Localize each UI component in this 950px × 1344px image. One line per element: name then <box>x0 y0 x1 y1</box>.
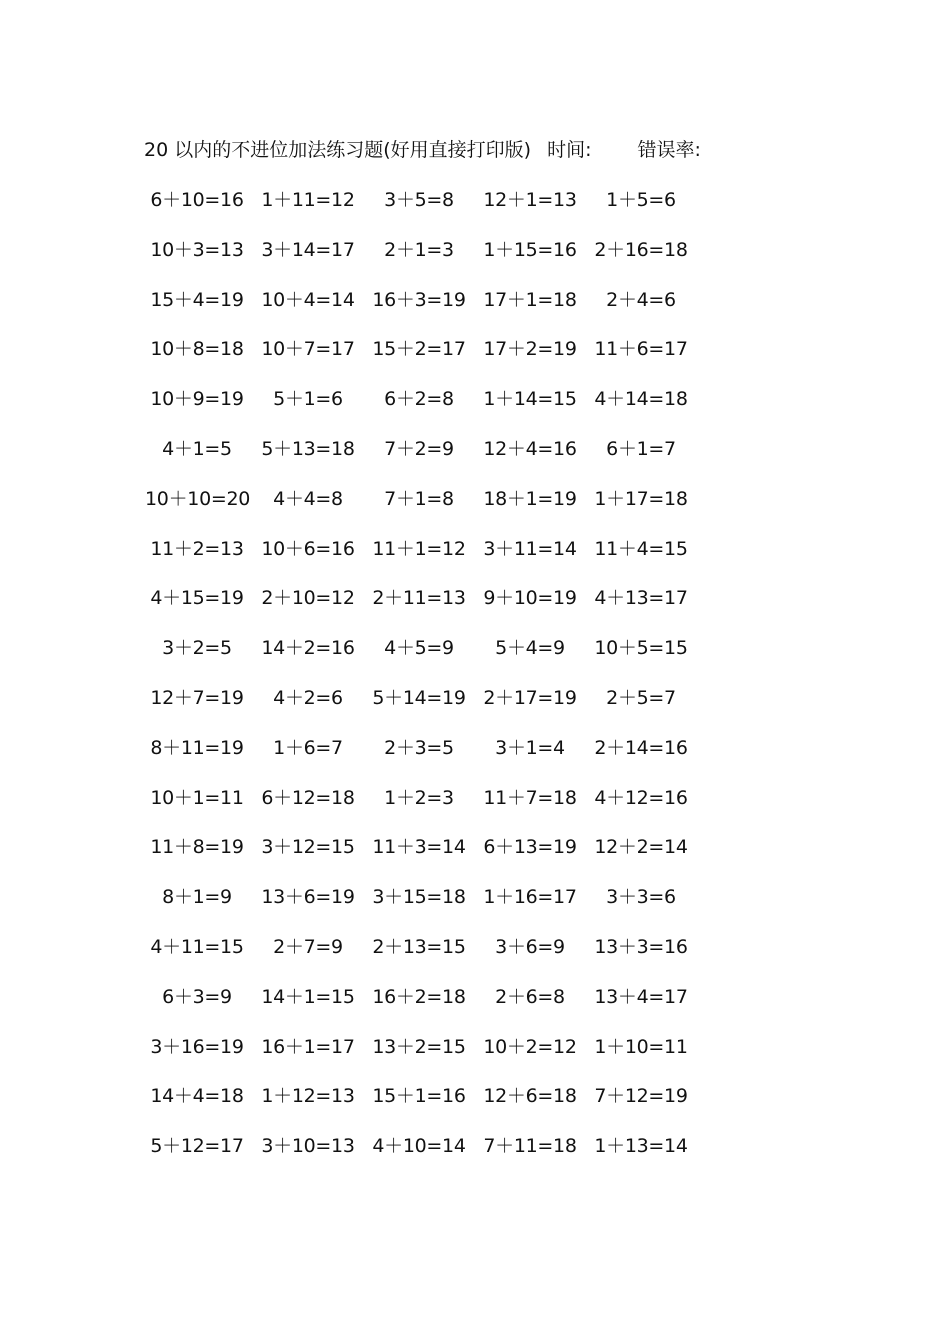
problem-row <box>145 434 705 484</box>
problem-cell: 3＋3=6 <box>606 886 676 909</box>
problem-cell: 7＋1=8 <box>384 487 454 510</box>
problem-cell: 15＋2=17 <box>372 338 466 361</box>
problem-cell: 3＋10=13 <box>261 1135 355 1158</box>
problem-cell: 1＋14=15 <box>483 388 577 411</box>
problem-row <box>145 484 705 534</box>
problem-row <box>145 633 705 683</box>
problem-cell: 12＋4=16 <box>483 437 577 460</box>
problem-cell: 10＋2=12 <box>483 1035 577 1058</box>
problem-cell: 3＋5=8 <box>384 189 454 211</box>
problem-cell: 8＋1=9 <box>162 886 232 909</box>
problem-cell: 16＋1=17 <box>261 1035 355 1058</box>
problem-cell: 14＋1=15 <box>261 985 355 1008</box>
problem-cell: 1＋10=11 <box>594 1035 688 1058</box>
problem-cell: 12＋1=13 <box>483 189 577 211</box>
problem-cell: 2＋16=18 <box>594 238 688 261</box>
problem-cell: 2＋3=5 <box>384 736 454 759</box>
problem-cell: 2＋14=16 <box>594 736 688 759</box>
problem-cell: 8＋11=19 <box>150 736 244 759</box>
problem-grid <box>145 185 705 1181</box>
problem-cell: 2＋13=15 <box>372 935 466 958</box>
problem-row <box>145 832 705 882</box>
problem-cell: 1＋16=17 <box>483 886 577 909</box>
problem-cell: 16＋2=18 <box>372 985 466 1008</box>
problem-cell: 3＋6=9 <box>495 935 565 958</box>
problem-cell: 3＋14=17 <box>261 238 355 261</box>
problem-cell: 6＋3=9 <box>162 985 232 1008</box>
problem-row <box>145 534 705 584</box>
problem-cell: 2＋6=8 <box>495 985 565 1008</box>
problem-cell: 1＋6=7 <box>273 736 343 759</box>
problem-row <box>145 583 705 633</box>
problem-row <box>145 384 705 434</box>
problem-cell: 10＋5=15 <box>594 637 688 660</box>
problem-cell: 13＋6=19 <box>261 886 355 909</box>
problem-cell: 1＋5=6 <box>606 189 676 211</box>
problem-cell: 4＋1=5 <box>162 437 232 460</box>
problem-row <box>145 285 705 335</box>
problem-cell: 4＋13=17 <box>594 587 688 610</box>
problem-cell: 16＋3=19 <box>372 288 466 311</box>
problem-cell: 10＋9=19 <box>150 388 244 411</box>
problem-cell: 4＋11=15 <box>150 935 244 958</box>
problem-row <box>145 235 705 285</box>
problem-cell: 3＋12=15 <box>261 836 355 859</box>
problem-cell: 4＋14=18 <box>594 388 688 411</box>
problem-cell: 11＋6=17 <box>594 338 688 361</box>
problem-cell: 15＋1=16 <box>372 1085 466 1108</box>
problem-cell: 1＋17=18 <box>594 487 688 510</box>
problem-row <box>145 932 705 982</box>
problem-cell: 4＋10=14 <box>372 1135 466 1158</box>
problem-cell: 11＋3=14 <box>372 836 466 859</box>
problem-cell: 2＋5=7 <box>606 686 676 709</box>
problem-cell: 7＋2=9 <box>384 437 454 460</box>
problem-cell: 5＋1=6 <box>273 388 343 411</box>
problem-cell: 10＋8=18 <box>150 338 244 361</box>
problem-row <box>145 733 705 783</box>
problem-cell: 6＋10=16 <box>150 189 244 211</box>
problem-row <box>145 683 705 733</box>
problem-row <box>145 1032 705 1082</box>
problem-cell: 5＋14=19 <box>372 686 466 709</box>
problem-cell: 1＋12=13 <box>261 1085 355 1108</box>
problem-cell: 2＋1=3 <box>384 238 454 261</box>
problem-cell: 13＋2=15 <box>372 1035 466 1058</box>
problem-cell: 1＋11=12 <box>261 189 355 211</box>
problem-cell: 2＋7=9 <box>273 935 343 958</box>
problem-cell: 9＋10=19 <box>483 587 577 610</box>
problem-row <box>145 982 705 1032</box>
problem-row <box>145 882 705 932</box>
problem-cell: 12＋7=19 <box>150 686 244 709</box>
problem-cell: 11＋8=19 <box>150 836 244 859</box>
problem-cell: 5＋12=17 <box>150 1135 244 1158</box>
problem-cell: 17＋2=19 <box>483 338 577 361</box>
problem-row <box>145 783 705 833</box>
worksheet-header <box>144 136 701 164</box>
problem-cell: 2＋10=12 <box>261 587 355 610</box>
problem-cell: 3＋2=5 <box>162 637 232 660</box>
problem-cell: 5＋4=9 <box>495 637 565 660</box>
problem-cell: 18＋1=19 <box>483 487 577 510</box>
worksheet-title: 20 以内的不进位加法练习题(好用直接打印版) <box>144 139 532 161</box>
problem-cell: 4＋12=16 <box>594 786 688 809</box>
problem-cell: 14＋2=16 <box>261 637 355 660</box>
problem-cell: 7＋12=19 <box>594 1085 688 1108</box>
problem-cell: 12＋6=18 <box>483 1085 577 1108</box>
problem-cell: 10＋10=20 <box>145 487 251 510</box>
problem-cell: 10＋6=16 <box>261 537 355 560</box>
problem-cell: 6＋12=18 <box>261 786 355 809</box>
problem-cell: 3＋16=19 <box>150 1035 244 1058</box>
problem-cell: 14＋4=18 <box>150 1085 244 1108</box>
problem-cell: 13＋4=17 <box>594 985 688 1008</box>
problem-cell: 6＋13=19 <box>483 836 577 859</box>
problem-row <box>145 1081 705 1131</box>
problem-cell: 2＋11=13 <box>372 587 466 610</box>
problem-cell: 7＋11=18 <box>483 1135 577 1158</box>
problem-cell: 5＋13=18 <box>261 437 355 460</box>
problem-cell: 4＋5=9 <box>384 637 454 660</box>
problem-cell: 1＋15=16 <box>483 238 577 261</box>
problem-cell: 11＋7=18 <box>483 786 577 809</box>
problem-cell: 10＋7=17 <box>261 338 355 361</box>
problem-cell: 4＋15=19 <box>150 587 244 610</box>
problem-cell: 13＋3=16 <box>594 935 688 958</box>
problem-cell: 10＋3=13 <box>150 238 244 261</box>
time-label: 时间: <box>547 139 592 161</box>
problem-cell: 6＋2=8 <box>384 388 454 411</box>
problem-cell: 10＋1=11 <box>150 786 244 809</box>
problem-cell: 3＋1=4 <box>495 736 565 759</box>
problem-cell: 4＋2=6 <box>273 686 343 709</box>
problem-cell: 15＋4=19 <box>150 288 244 311</box>
problem-cell: 6＋1=7 <box>606 437 676 460</box>
problem-cell: 17＋1=18 <box>483 288 577 311</box>
problem-cell: 11＋1=12 <box>372 537 466 560</box>
problem-cell: 12＋2=14 <box>594 836 688 859</box>
problem-row <box>145 1131 705 1181</box>
error-rate-label: 错误率: <box>637 139 701 161</box>
problem-cell: 11＋2=13 <box>150 537 244 560</box>
problem-row <box>145 185 705 235</box>
problem-cell: 10＋4=14 <box>261 288 355 311</box>
problem-cell: 1＋2=3 <box>384 786 454 809</box>
problem-cell: 4＋4=8 <box>273 487 343 510</box>
problem-cell: 3＋15=18 <box>372 886 466 909</box>
problem-cell: 3＋11=14 <box>483 537 577 560</box>
problem-cell: 11＋4=15 <box>594 537 688 560</box>
problem-cell: 2＋17=19 <box>483 686 577 709</box>
problem-cell: 1＋13=14 <box>594 1135 688 1158</box>
problem-cell: 2＋4=6 <box>606 288 676 311</box>
problem-row <box>145 334 705 384</box>
